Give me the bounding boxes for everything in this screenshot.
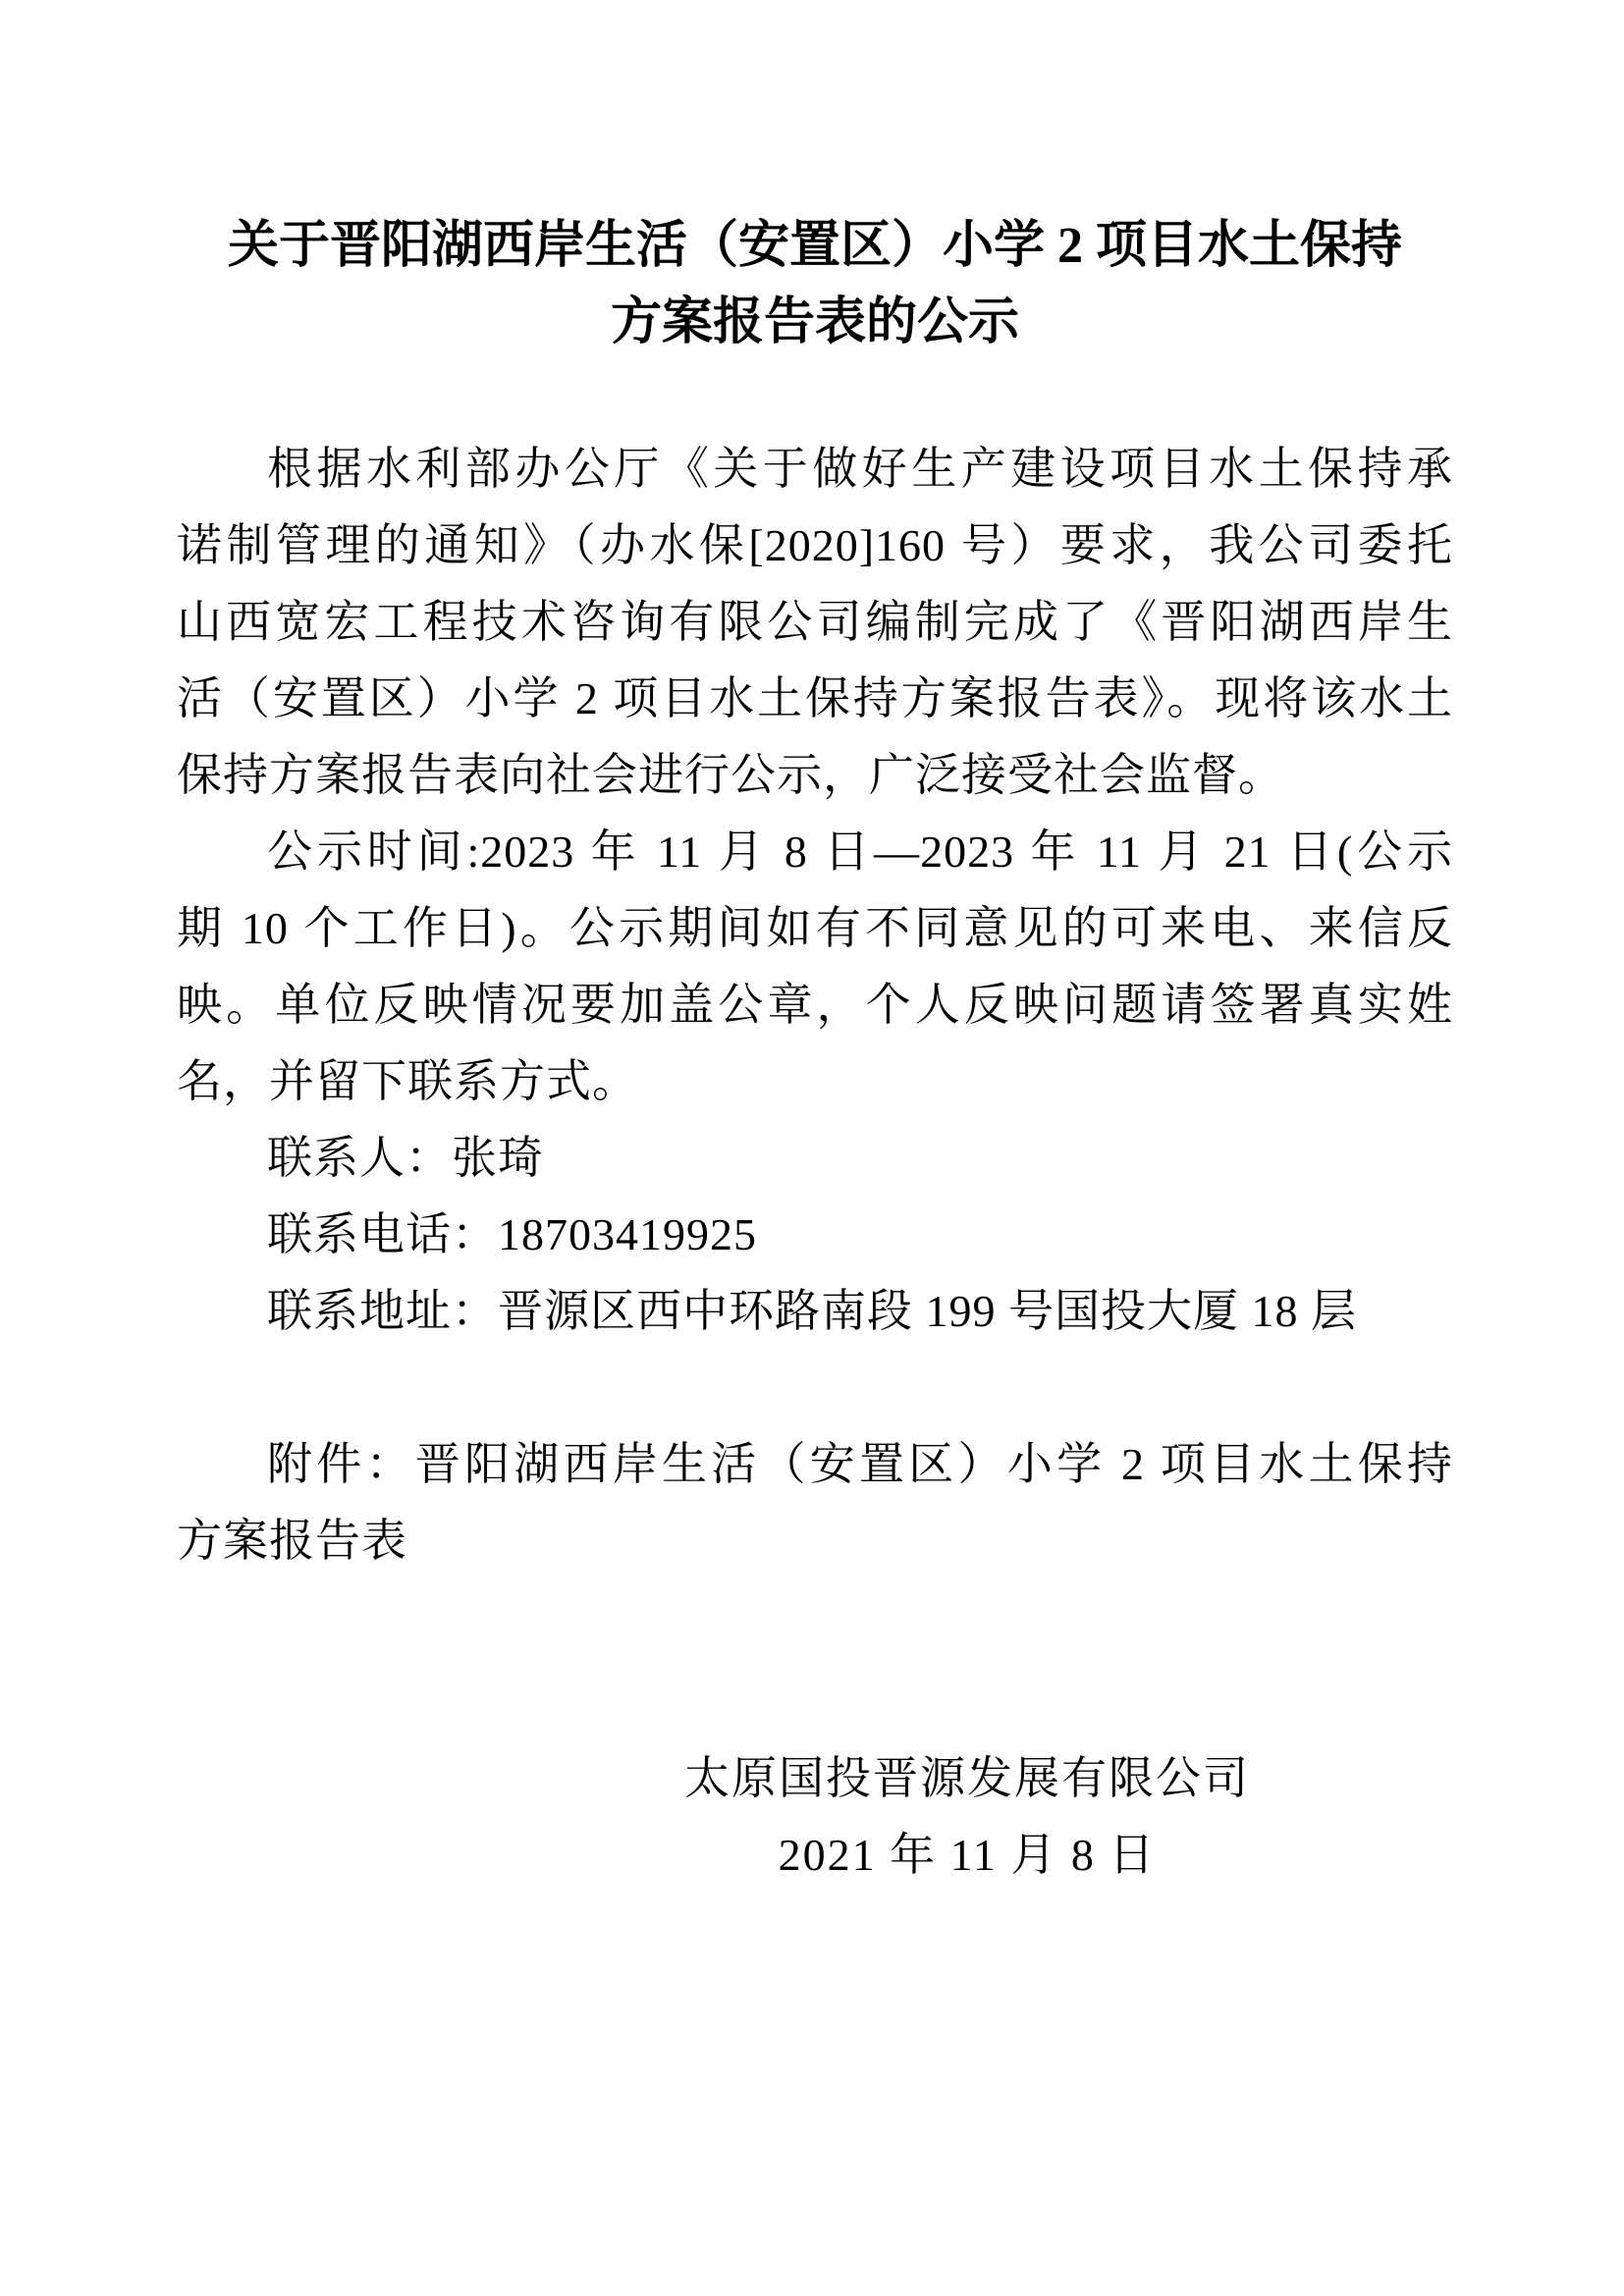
body-line: 公示时间:2023 年 11 月 8 日—2023 年 11 月 21 日(公示: [267, 827, 1453, 877]
body-line: 联系电话：18703419925: [267, 1209, 757, 1259]
body-line: 活（安置区）小学 2 项目水土保持方案报告表》。现将该水土: [177, 673, 1453, 723]
body-line: 山西宽宏工程技术咨询有限公司编制完成了《晋阳湖西岸生: [177, 597, 1453, 647]
title-line-1: 关于晋阳湖西岸生活（安置区）小学 2 项目水土保持: [227, 218, 1402, 274]
title-line-2: 方案报告表的公示: [610, 294, 1019, 350]
body-line: 联系地址：晋源区西中环路南段 199 号国投大厦 18 层: [267, 1286, 1357, 1336]
body-line: 诺制管理的通知》（办水保[2020]160 号）要求，我公司委托: [177, 520, 1453, 570]
page-title: [177, 208, 1453, 361]
signature-date: 2021 年 11 月 8 日: [778, 1830, 1157, 1880]
body-line: 方案报告表: [177, 1516, 407, 1566]
body-line: 根据水利部办公厅《关于做好生产建设项目水土保持承: [267, 444, 1453, 494]
body-line: 期 10 个工作日)。公示期间如有不同意见的可来电、来信反: [177, 903, 1453, 953]
body-line: 映。单位反映情况要加盖公章，个人反映问题请签署真实姓: [177, 980, 1453, 1030]
signature-block: [673, 1740, 1262, 1894]
body-line: 名，并留下联系方式。: [177, 1056, 638, 1106]
body-line: 附件：晋阳湖西岸生活（安置区）小学 2 项目水土保持: [267, 1439, 1453, 1489]
body-line: 保持方案报告表向社会进行公示，广泛接受社会监督。: [177, 750, 1284, 800]
body-line: [177, 1350, 1453, 1426]
signature-company: 太原国投晋源发展有限公司: [684, 1753, 1250, 1803]
document-body: [177, 431, 1453, 1579]
body-line: 联系人：张琦: [267, 1133, 544, 1183]
